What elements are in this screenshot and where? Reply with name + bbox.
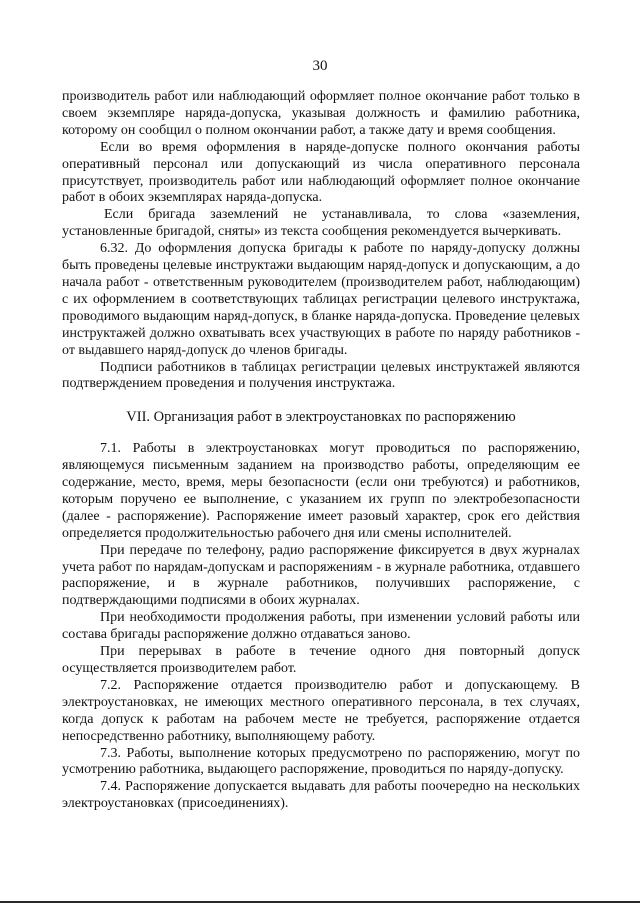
paragraph-6-32: 6.32. До оформления допуска бригады к работе по наряду-допуску должны быть проведены целевые инструктажи выдающим наряд-допуск и допускающим, а до начала работ - ответственным руководителем (производителем работ, наблюдающим) с их оформлением в соответствующих таблицах регистрации целевого инструктажа, проводимого выдающим наряд-допуск, в бланке наряда-допуска. Проведение целевых инструктажей должно охватывать всех участвующих в работе по наряду работников - от выдавшего наряд-допуск до членов бригады. xyxy=(62,241,580,358)
paragraph: При перерывах в работе в течение одного дня повторный допуск осуществляется производителем работ. xyxy=(62,644,580,676)
paragraph-7-4: 7.4. Распоряжение допускается выдавать для работы поочередно на нескольких электроустановках (присоединениях). xyxy=(62,779,580,812)
paragraph-continuation: производитель работ или наблюдающий оформляет полное окончание работ только в своем экземпляре наряда-допуска, указывая должность и фамилию работника, которому он сообщил о полном окончании работ, а также дату и время сообщения. xyxy=(62,89,580,138)
paragraph: При передаче по телефону, радио распоряжение фиксируется в двух журналах учета работ по нарядам-допускам и распоряжениям - в журнале работника, отдавшего распоряжение, и в журнале работников, получивших распоряжение, с подтверждающими подписями в обоих журналах. xyxy=(62,542,580,609)
paragraph: Если бригада заземлений не устанавливала, то слова «заземления, установленные бригадой, сняты» из текста сообщения рекомендуется вычеркивать. xyxy=(62,207,580,240)
paragraph-7-2: 7.2. Распоряжение отдается производителю работ и допускающему. В электроустановках, не имеющих местного оперативного персонала, в тех случаях, когда допуск к работам на рабочем месте не требуется, распоряжение отдается непосредственно работнику, выполняющему работу. xyxy=(62,677,580,744)
paragraph: Подписи работников в таблицах регистрации целевых инструктажей являются подтверждением проведения и получения инструктажа. xyxy=(62,359,580,392)
paragraph-7-1: 7.1. Работы в электроустановках могут проводиться по распоряжению, являющемуся письменным заданием на производство работы, определяющим ее содержание, место, время, меры безопасности (если они требуются) и работников, которым поручено ее выполнение, с указанием их групп по электробезопасности (далее - распоряжение). Распоряжение имеет разовый характер, срок его действия определяется продолжительностью рабочего дня или смены исполнителей. xyxy=(62,441,580,541)
scan-bottom-border xyxy=(0,901,640,903)
paragraph: При необходимости продолжения работы, при изменении условий работы или состава бригады распоряжение должно отдаваться заново. xyxy=(62,610,580,643)
paragraph-7-3: 7.3. Работы, выполнение которых предусмотрено по распоряжению, могут по усмотрению работника, выдающего распоряжение, проводиться по наряду-допуску. xyxy=(62,745,580,778)
section-heading: VII. Организация работ в электроустановках по распоряжению xyxy=(126,409,516,426)
page-number: 30 xyxy=(312,58,328,74)
paragraph: Если во время оформления в наряде-допуске полного окончания работы оперативный персонал или допускающий из числа оперативного персонала присутствует, производитель работ или наблюдающий оформляет полное окончание работ в обоих экземплярах наряда-допуска. xyxy=(62,139,580,206)
document-body xyxy=(62,89,580,813)
